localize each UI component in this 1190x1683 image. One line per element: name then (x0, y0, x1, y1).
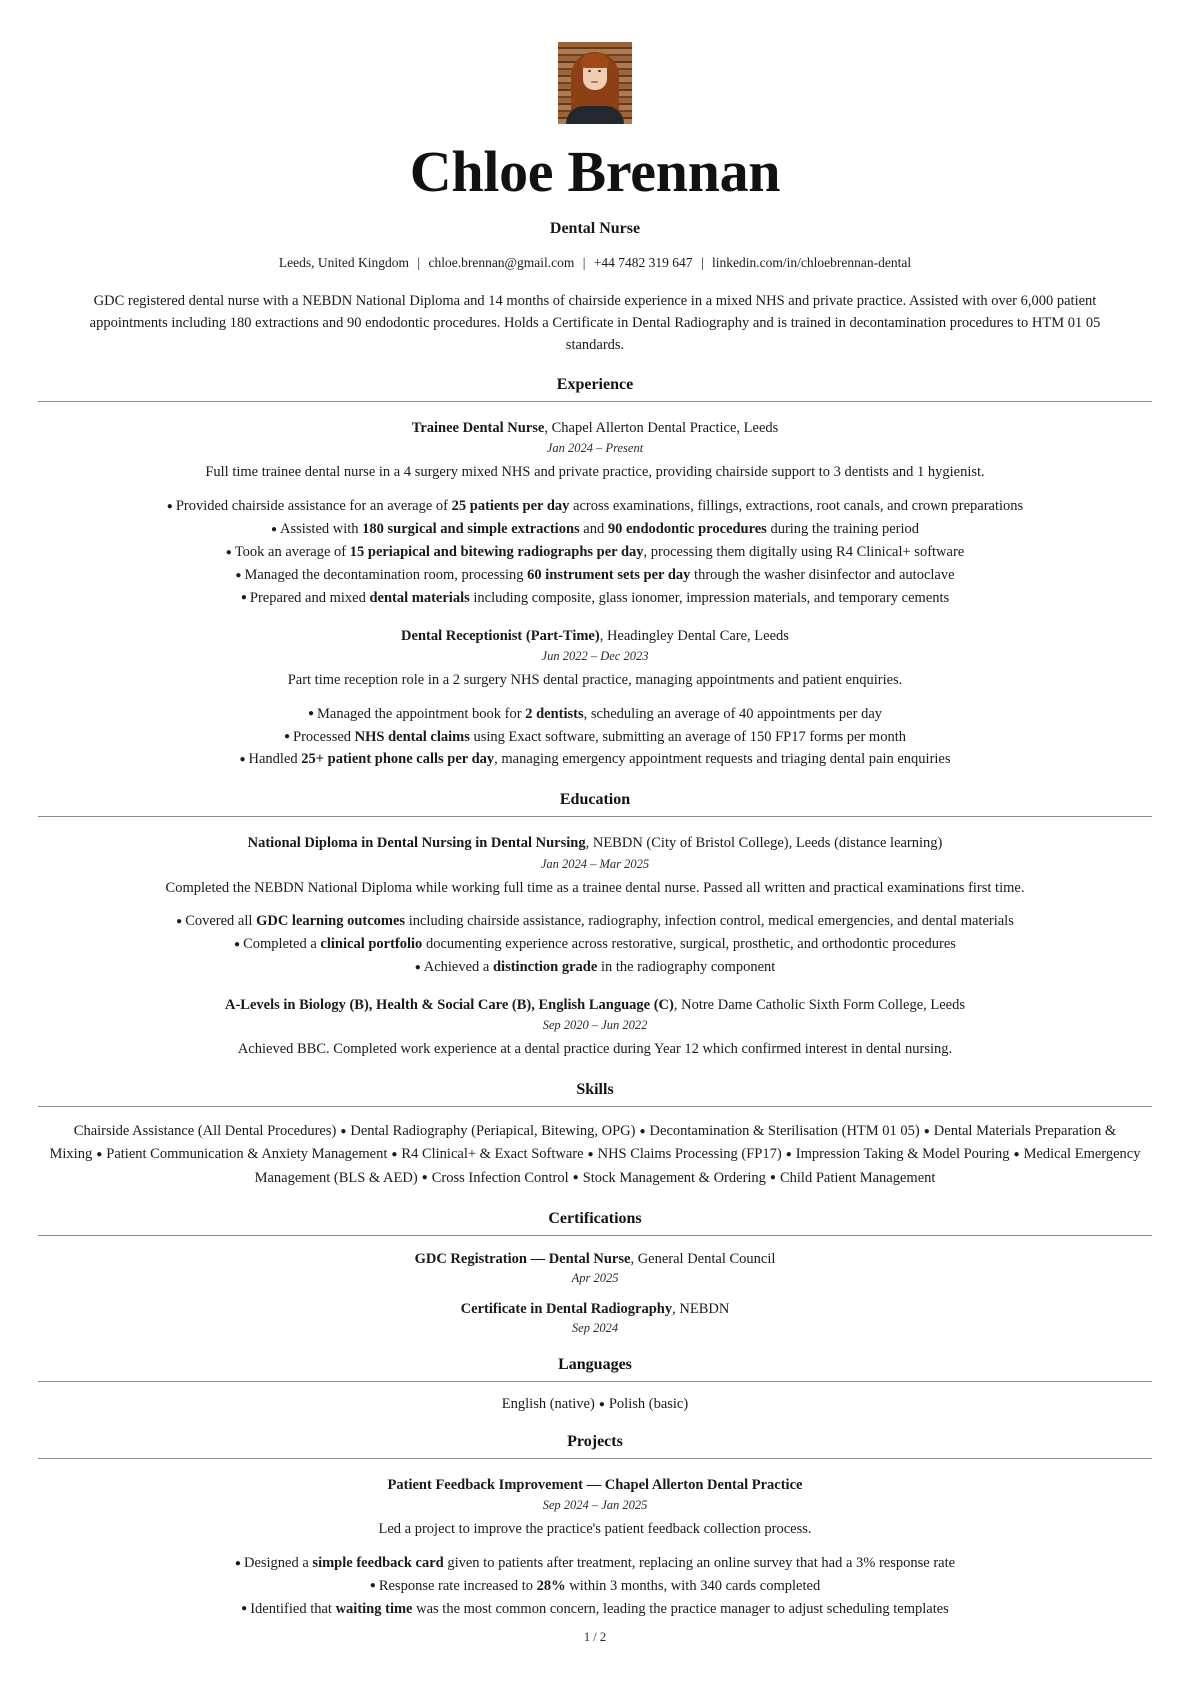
bullet-emphasis: dental materials (369, 589, 470, 606)
bullet-dot-icon: ● (166, 500, 173, 512)
entry-heading (38, 626, 1152, 646)
bullet-item (38, 518, 1152, 541)
skill-item: Impression Taking & Model Pouring (795, 1146, 1010, 1163)
contact-location: Leeds, United Kingdom (278, 254, 410, 270)
bullet-text: and (579, 520, 608, 537)
entry-description: Part time reception role in a 2 surgery NHS dental practice, managing appointments and patient enquiries. (287, 671, 903, 688)
contact-linkedin[interactable]: linkedin.com/in/chloebrennan-dental (712, 254, 912, 270)
bullet-list (38, 910, 1152, 979)
entry-description: Led a project to improve the practice's patient feedback collection process. (378, 1521, 812, 1537)
bullet-dot-icon: ● (234, 1557, 241, 1569)
entry-organisation: , NEBDN (City of Bristol College), Leeds (distance learning) (585, 835, 943, 852)
bullet-text: including composite, glass ionomer, impression materials, and temporary cements (469, 589, 950, 606)
entry (38, 995, 1152, 1061)
entry-organisation: , Chapel Allerton Dental Practice, Leeds (544, 419, 779, 436)
page-footer: 1 / 2 (583, 1630, 607, 1644)
separator-dot-icon: ● (340, 1125, 347, 1137)
bullet-item (38, 726, 1152, 749)
section-experience (38, 376, 1152, 771)
entry-heading (38, 418, 1152, 438)
section-languages (38, 1356, 1152, 1413)
certification-heading (38, 1251, 1152, 1268)
entry-heading (38, 833, 1152, 853)
section-certifications (38, 1210, 1152, 1336)
language-item: Polish (basic) (608, 1395, 689, 1412)
bullet-item (38, 564, 1152, 587)
bullet-item (38, 910, 1152, 933)
bullet-dot-icon: ● (240, 592, 247, 604)
entry-role: Patient Feedback Improvement — Chapel Allerton Dental Practice (387, 1476, 803, 1493)
section-divider (38, 1458, 1152, 1459)
entry (38, 833, 1152, 979)
entry-date: Sep 2024 – Jan 2025 (542, 1498, 648, 1512)
profile-photo-wrap (38, 42, 1152, 124)
bullet-item (38, 956, 1152, 979)
entry-heading (38, 995, 1152, 1015)
bullet-item (38, 1598, 1152, 1621)
bullet-text: Provided chairside assistance for an average of (175, 498, 452, 515)
bullet-item (38, 703, 1152, 726)
bullet-dot-icon: ● (270, 523, 277, 535)
bullet-text: was the most common concern, leading the practice manager to adjust scheduling templates (412, 1600, 949, 1617)
bullet-emphasis: 25+ patient phone calls per day (301, 751, 495, 768)
candidate-name: Chloe Brennan (409, 139, 781, 204)
bullet-text: through the washer disinfector and autoclave (690, 566, 955, 583)
bullet-dot-icon: ● (239, 754, 246, 766)
bullet-emphasis: simple feedback card (312, 1554, 444, 1571)
skill-item: Dental Radiography (Periapical, Bitewing, OPG) (350, 1123, 636, 1140)
photo-mouth (591, 81, 598, 83)
entry-heading (38, 1475, 1152, 1495)
photo-hair-front (581, 54, 609, 68)
section-title-certifications: Certifications (548, 1209, 642, 1227)
contact-email[interactable]: chloe.brennan@gmail.com (428, 254, 575, 270)
skill-item: Stock Management & Ordering (582, 1169, 766, 1186)
entry-date: Jan 2024 – Present (546, 441, 644, 456)
entry-description: Achieved BBC. Completed work experience at a dental practice during Year 12 which confirmed interest in dental nursing. (237, 1041, 953, 1058)
skill-item: R4 Clinical+ & Exact Software (401, 1146, 584, 1163)
certification-date: Sep 2024 (571, 1320, 619, 1335)
section-title-experience: Experience (556, 375, 634, 393)
bullet-text: including chairside assistance, radiography, infection control, medical emergencies, and dental materials (405, 913, 1014, 930)
experience-entries (38, 418, 1152, 771)
certification-date: Apr 2025 (571, 1270, 619, 1285)
separator-dot-icon: ● (587, 1149, 594, 1160)
bullet-emphasis: GDC learning outcomes (256, 913, 406, 930)
bullet-emphasis: 28% (536, 1577, 566, 1594)
section-divider (38, 1106, 1152, 1107)
certification-issuer: , NEBDN (672, 1300, 730, 1317)
bullet-item (38, 748, 1152, 771)
bullet-text: documenting experience across restorative, surgical, prosthetic, and orthodontic procedures (422, 936, 956, 953)
section-divider (38, 1235, 1152, 1236)
bullet-text: across examinations, fillings, extractions, root canals, and crown preparations (569, 498, 1024, 515)
entry (38, 626, 1152, 772)
skills-list (38, 1120, 1152, 1190)
bullet-text: within 3 months, with 340 cards completed (565, 1577, 821, 1594)
skill-item: Chairside Assistance (All Dental Procedures) (73, 1123, 337, 1140)
entry-date: Sep 2020 – Jun 2022 (542, 1018, 648, 1033)
entry-role: A-Levels in Biology (B), Health & Social Care (B), English Language (C) (225, 997, 674, 1014)
section-skills (38, 1081, 1152, 1190)
bullet-text: using Exact software, submitting an average of 150 FP17 forms per month (469, 728, 906, 745)
section-title-skills: Skills (576, 1081, 614, 1099)
bullet-emphasis: 180 surgical and simple extractions (362, 520, 580, 537)
bullet-text: given to patients after treatment, replacing an online survey that had a 3% response rate (443, 1554, 956, 1571)
contact-line (38, 255, 1152, 271)
entry-date: Jan 2024 – Mar 2025 (540, 856, 650, 871)
language-item: English (native) (501, 1395, 595, 1412)
bullet-text: Covered all (185, 913, 257, 930)
certification-heading (38, 1301, 1152, 1318)
bullet-dot-icon: ● (234, 939, 241, 951)
separator-dot-icon: ● (96, 1149, 103, 1160)
bullet-list (38, 495, 1152, 610)
bullet-list (38, 703, 1152, 772)
skill-item: Medical Emergency Management (BLS & AED) (254, 1146, 1141, 1186)
entry-role: National Diploma in Dental Nursing in Dental Nursing (247, 835, 586, 852)
certification-name: Certificate in Dental Radiography (460, 1300, 673, 1317)
section-title-languages: Languages (558, 1355, 632, 1373)
entry-organisation: , Headingley Dental Care, Leeds (599, 627, 789, 644)
skill-item: Dental Materials Preparation & Mixing (49, 1123, 1117, 1163)
section-title-education: Education (559, 791, 631, 809)
bullet-text: in the radiography component (597, 959, 776, 976)
bullet-emphasis: 2 dentists (525, 705, 584, 722)
certification-issuer: , General Dental Council (630, 1250, 776, 1267)
skill-item: NHS Claims Processing (FP17) (597, 1146, 782, 1163)
bullet-text: Assisted with (279, 520, 363, 537)
bullet-dot-icon: ● (369, 1580, 376, 1592)
bullet-text: Took an average of (234, 543, 350, 560)
entry-role: Dental Receptionist (Part-Time) (401, 627, 600, 644)
bullet-text: , processing them digitally using R4 Clinical+ software (643, 543, 965, 560)
contact-phone[interactable]: +44 7482 319 647 (593, 254, 693, 270)
entry-organisation: , Notre Dame Catholic Sixth Form College, Leeds (673, 997, 965, 1014)
education-entries (38, 833, 1152, 1061)
bullet-text: Prepared and mixed (249, 589, 370, 606)
photo-eye-left (588, 70, 591, 72)
separator-dot-icon: ● (572, 1172, 579, 1184)
section-education (38, 791, 1152, 1061)
avatar (558, 42, 632, 124)
entry (38, 1475, 1152, 1621)
bullet-item (38, 541, 1152, 564)
bullet-dot-icon: ● (225, 546, 232, 558)
bullet-text: Managed the decontamination room, processing (244, 566, 528, 583)
separator-dot-icon: ● (421, 1172, 428, 1184)
separator-dot-icon: ● (785, 1149, 792, 1160)
contact-separator: | (417, 254, 421, 270)
bullet-item (38, 1552, 1152, 1575)
separator-dot-icon: ● (923, 1125, 930, 1137)
bullet-emphasis: clinical portfolio (320, 936, 423, 953)
bullet-dot-icon: ● (307, 708, 315, 720)
separator-dot-icon: ● (769, 1172, 776, 1184)
certification-item (38, 1301, 1152, 1336)
section-projects (38, 1433, 1152, 1621)
bullet-emphasis: 60 instrument sets per day (527, 566, 691, 583)
entry-date: Jun 2022 – Dec 2023 (541, 648, 649, 663)
certification-name: GDC Registration — Dental Nurse (414, 1250, 631, 1267)
skill-item: Patient Communication & Anxiety Management (106, 1146, 388, 1163)
bullet-text: Processed (293, 728, 355, 745)
bullet-text: Completed a (243, 936, 321, 953)
bullet-item (38, 933, 1152, 956)
section-divider (38, 816, 1152, 817)
bullet-emphasis: 25 patients per day (451, 498, 570, 515)
professional-summary: GDC registered dental nurse with a NEBDN National Diploma and 14 months of chairside experience in a mixed NHS and private practice. Assisted with over 6,000 patient appointments including 180 extractions and 90 endodontic procedures. Holds a Certificate in Dental Radiography and is trained in decontamination procedures to HTM 01 05 standards. (89, 292, 1101, 353)
project-entries (38, 1475, 1152, 1621)
bullet-text: , scheduling an average of 40 appointments per day (583, 705, 883, 722)
bullet-emphasis: NHS dental claims (354, 728, 470, 745)
entry-role: Trainee Dental Nurse (411, 419, 545, 436)
bullet-item (38, 1575, 1152, 1598)
skill-item: Decontamination & Sterilisation (HTM 01 05) (649, 1123, 920, 1140)
entry (38, 418, 1152, 610)
bullet-text: Managed the appointment book for (317, 705, 526, 722)
entry-description: Completed the NEBDN National Diploma while working full time as a trainee dental nurse. Passed all written and practical examinations first time. (165, 879, 1025, 896)
bullet-text: Response rate increased to (378, 1577, 537, 1594)
certifications-list (38, 1251, 1152, 1336)
separator-dot-icon: ● (391, 1149, 398, 1160)
bullet-dot-icon: ● (414, 961, 421, 973)
bullet-dot-icon: ● (241, 1603, 248, 1615)
bullet-emphasis: 90 endodontic procedures (607, 520, 767, 537)
photo-shoulders (566, 106, 624, 124)
bullet-text: Identified that (250, 1600, 336, 1617)
bullet-emphasis: distinction grade (492, 959, 598, 976)
candidate-job-title: Dental Nurse (549, 219, 641, 237)
bullet-emphasis: waiting time (335, 1600, 413, 1617)
skill-item: Cross Infection Control (431, 1169, 569, 1186)
certification-item (38, 1251, 1152, 1286)
bullet-text: Designed a (243, 1554, 313, 1571)
bullet-list (38, 1552, 1152, 1621)
bullet-text: Achieved a (423, 959, 493, 976)
bullet-dot-icon: ● (283, 731, 291, 743)
bullet-dot-icon: ● (176, 916, 183, 928)
separator-dot-icon: ● (639, 1125, 646, 1137)
photo-eye-right (598, 70, 601, 72)
separator-dot-icon: ● (1013, 1149, 1020, 1160)
bullet-text: , managing emergency appointment requests and triaging dental pain enquiries (494, 751, 951, 768)
bullet-text: during the training period (766, 520, 920, 537)
section-divider (38, 401, 1152, 402)
bullet-dot-icon: ● (235, 569, 242, 581)
bullet-item (38, 495, 1152, 518)
skill-item: Child Patient Management (779, 1169, 936, 1186)
bullet-emphasis: 15 periapical and bitewing radiographs per day (349, 543, 644, 560)
bullet-text: Handled (248, 751, 302, 768)
bullet-item (38, 587, 1152, 610)
languages-list (38, 1396, 1152, 1413)
contact-separator: | (700, 254, 704, 270)
contact-separator: | (582, 254, 586, 270)
section-divider (38, 1381, 1152, 1382)
separator-dot-icon: ● (598, 1398, 605, 1410)
entry-description: Full time trainee dental nurse in a 4 surgery mixed NHS and private practice, providing chairside support to 3 dentists and 1 hygienist. (205, 464, 985, 481)
section-title-projects: Projects (567, 1432, 623, 1450)
